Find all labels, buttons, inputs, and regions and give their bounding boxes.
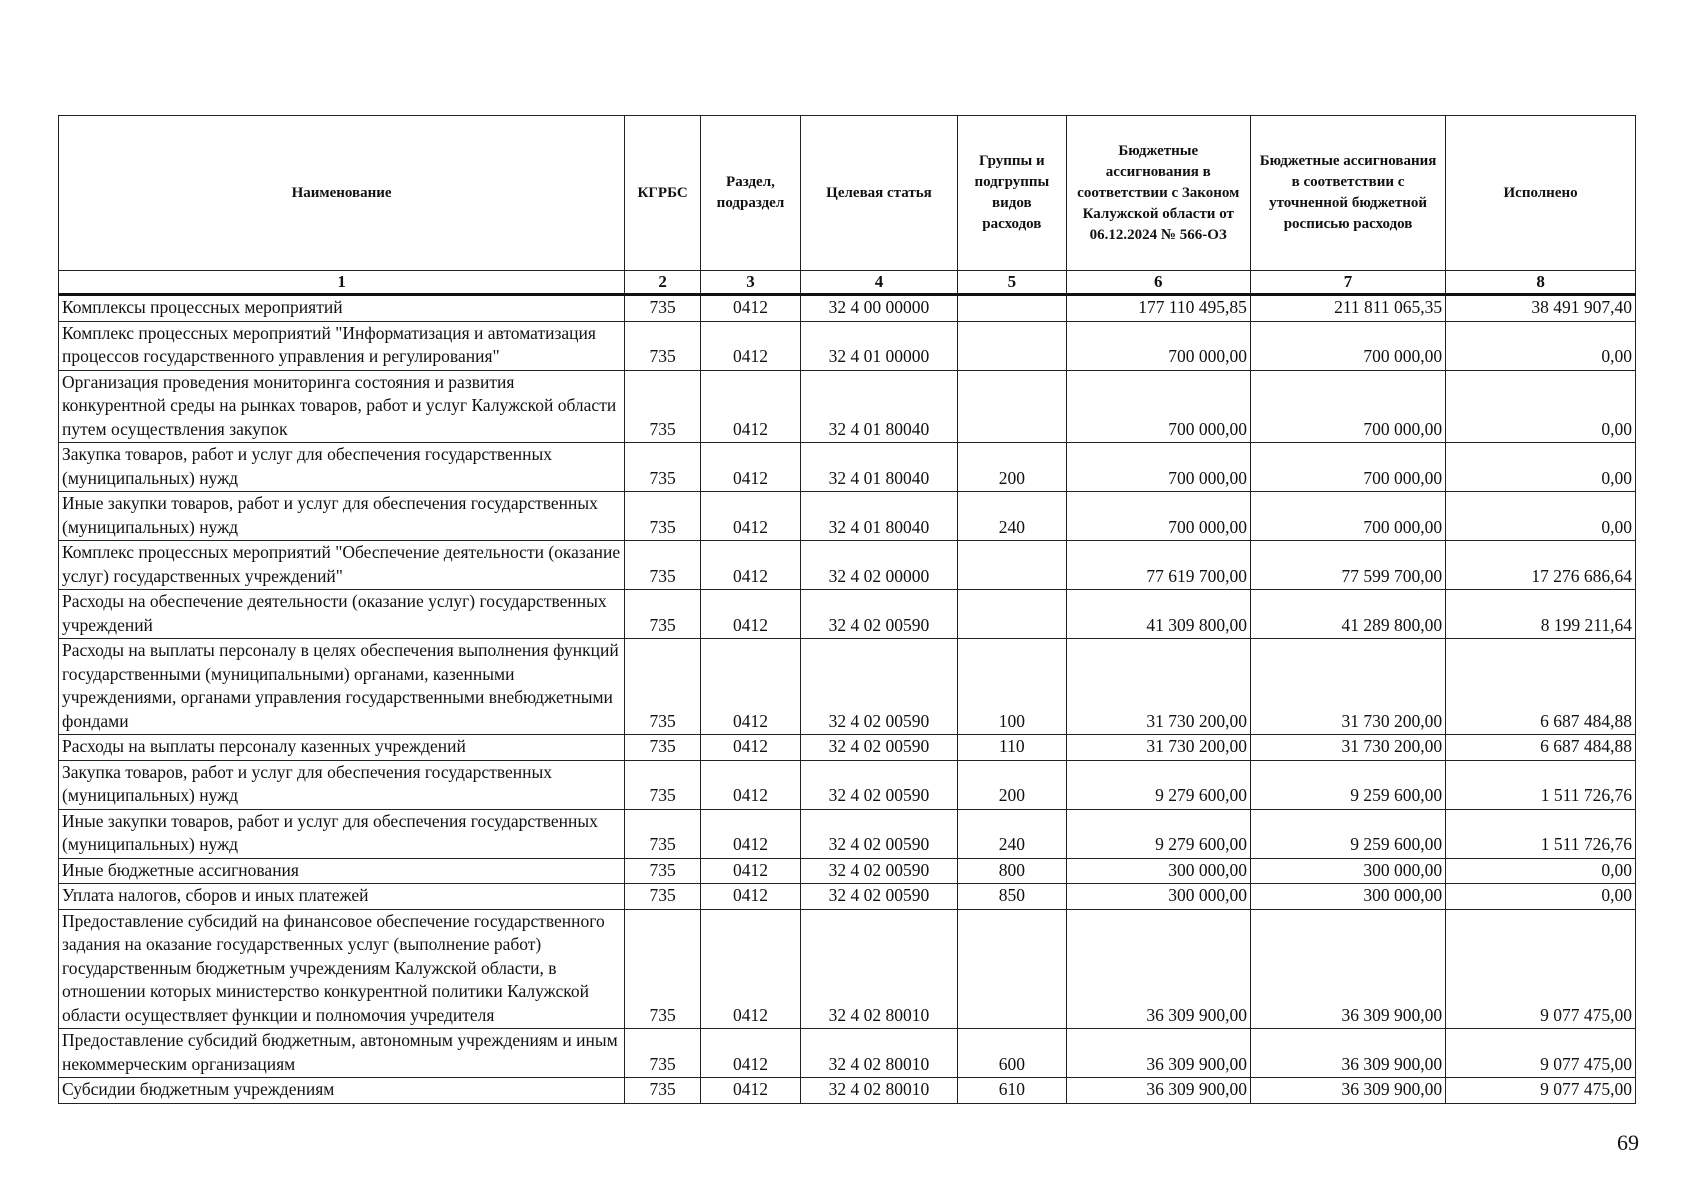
row-executed-amount-cell: 1 511 726,76 xyxy=(1446,809,1636,858)
row-section-cell: 0412 xyxy=(701,858,801,884)
row-name-cell: Иные бюджетные ассигнования xyxy=(59,858,625,884)
table-row xyxy=(59,370,1636,443)
row-target-cell: 32 4 02 00590 xyxy=(800,858,957,884)
row-name-cell: Комплекс процессных мероприятий "Информатизация и автоматизация процессов государственного управления и регулирования" xyxy=(59,321,625,370)
table-row xyxy=(59,735,1636,761)
row-section-cell: 0412 xyxy=(701,295,801,322)
row-target-cell: 32 4 02 80010 xyxy=(800,909,957,1029)
row-group-cell: 850 xyxy=(958,884,1066,910)
column-number: 6 xyxy=(1066,271,1250,295)
row-kgrbs-cell: 735 xyxy=(625,809,701,858)
row-group-cell: 200 xyxy=(958,760,1066,809)
row-kgrbs-cell: 735 xyxy=(625,590,701,639)
row-target-cell: 32 4 01 80040 xyxy=(800,492,957,541)
row-executed-amount-cell: 0,00 xyxy=(1446,884,1636,910)
row-group-cell xyxy=(958,295,1066,322)
row-executed-amount-cell: 0,00 xyxy=(1446,321,1636,370)
row-section-cell: 0412 xyxy=(701,909,801,1029)
table-row xyxy=(59,541,1636,590)
budget-table-container xyxy=(58,115,1636,1104)
row-executed-amount-cell: 38 491 907,40 xyxy=(1446,295,1636,322)
row-section-cell: 0412 xyxy=(701,590,801,639)
row-group-cell: 110 xyxy=(958,735,1066,761)
row-target-cell: 32 4 02 00590 xyxy=(800,760,957,809)
table-row xyxy=(59,858,1636,884)
row-name-cell: Расходы на выплаты персоналу в целях обеспечения выполнения функций государственными (муниципальными) органами, казенными учреждениями, органами управления государственными внебюджетными фондами xyxy=(59,639,625,735)
row-section-cell: 0412 xyxy=(701,884,801,910)
row-group-cell: 100 xyxy=(958,639,1066,735)
column-number: 4 xyxy=(800,271,957,295)
budget-table xyxy=(58,115,1636,1104)
row-name-cell: Закупка товаров, работ и услуг для обеспечения государственных (муниципальных) нужд xyxy=(59,760,625,809)
table-row xyxy=(59,809,1636,858)
row-refined-amount-cell: 300 000,00 xyxy=(1250,858,1445,884)
row-target-cell: 32 4 02 00590 xyxy=(800,735,957,761)
row-executed-amount-cell: 9 077 475,00 xyxy=(1446,1078,1636,1104)
row-target-cell: 32 4 02 80010 xyxy=(800,1078,957,1104)
header-kgrbs: КГРБС xyxy=(625,116,701,271)
row-section-cell: 0412 xyxy=(701,735,801,761)
row-law-amount-cell: 177 110 495,85 xyxy=(1066,295,1250,322)
row-group-cell xyxy=(958,321,1066,370)
row-executed-amount-cell: 17 276 686,64 xyxy=(1446,541,1636,590)
row-refined-amount-cell: 9 259 600,00 xyxy=(1250,809,1445,858)
row-group-cell: 240 xyxy=(958,492,1066,541)
row-kgrbs-cell: 735 xyxy=(625,639,701,735)
column-number: 7 xyxy=(1250,271,1445,295)
row-section-cell: 0412 xyxy=(701,443,801,492)
row-executed-amount-cell: 0,00 xyxy=(1446,858,1636,884)
row-target-cell: 32 4 00 00000 xyxy=(800,295,957,322)
table-row xyxy=(59,884,1636,910)
row-law-amount-cell: 300 000,00 xyxy=(1066,858,1250,884)
row-executed-amount-cell: 0,00 xyxy=(1446,370,1636,443)
row-law-amount-cell: 31 730 200,00 xyxy=(1066,735,1250,761)
header-executed: Исполнено xyxy=(1446,116,1636,271)
header-target: Целевая статья xyxy=(800,116,957,271)
row-kgrbs-cell: 735 xyxy=(625,321,701,370)
row-law-amount-cell: 700 000,00 xyxy=(1066,443,1250,492)
row-group-cell: 610 xyxy=(958,1078,1066,1104)
row-executed-amount-cell: 6 687 484,88 xyxy=(1446,639,1636,735)
row-law-amount-cell: 31 730 200,00 xyxy=(1066,639,1250,735)
row-law-amount-cell: 36 309 900,00 xyxy=(1066,1078,1250,1104)
column-number: 1 xyxy=(59,271,625,295)
row-law-amount-cell: 41 309 800,00 xyxy=(1066,590,1250,639)
row-section-cell: 0412 xyxy=(701,1029,801,1078)
row-refined-amount-cell: 700 000,00 xyxy=(1250,321,1445,370)
row-group-cell xyxy=(958,541,1066,590)
header-refined: Бюджетные ассигнования в соответствии с уточненной бюджетной росписью расходов xyxy=(1250,116,1445,271)
table-row xyxy=(59,1078,1636,1104)
row-target-cell: 32 4 02 00590 xyxy=(800,590,957,639)
table-row xyxy=(59,639,1636,735)
row-group-cell: 240 xyxy=(958,809,1066,858)
row-target-cell: 32 4 01 00000 xyxy=(800,321,957,370)
row-section-cell: 0412 xyxy=(701,370,801,443)
row-name-cell: Расходы на выплаты персоналу казенных учреждений xyxy=(59,735,625,761)
row-name-cell: Расходы на обеспечение деятельности (оказание услуг) государственных учреждений xyxy=(59,590,625,639)
row-kgrbs-cell: 735 xyxy=(625,760,701,809)
table-row xyxy=(59,492,1636,541)
row-executed-amount-cell: 6 687 484,88 xyxy=(1446,735,1636,761)
row-refined-amount-cell: 36 309 900,00 xyxy=(1250,909,1445,1029)
row-refined-amount-cell: 36 309 900,00 xyxy=(1250,1078,1445,1104)
row-law-amount-cell: 9 279 600,00 xyxy=(1066,809,1250,858)
header-section: Раздел, подраздел xyxy=(701,116,801,271)
row-executed-amount-cell: 9 077 475,00 xyxy=(1446,909,1636,1029)
row-name-cell: Предоставление субсидий на финансовое обеспечение государственного задания на оказание государственных услуг (выполнение работ) государственным бюджетным учреждениям Калужской области, в отношении которых министерство конкурентной политики Калужской области осуществляет функции и полномочия учредителя xyxy=(59,909,625,1029)
row-target-cell: 32 4 02 00000 xyxy=(800,541,957,590)
row-section-cell: 0412 xyxy=(701,541,801,590)
row-group-cell: 800 xyxy=(958,858,1066,884)
row-target-cell: 32 4 01 80040 xyxy=(800,370,957,443)
row-refined-amount-cell: 700 000,00 xyxy=(1250,492,1445,541)
row-kgrbs-cell: 735 xyxy=(625,884,701,910)
table-row xyxy=(59,321,1636,370)
row-refined-amount-cell: 300 000,00 xyxy=(1250,884,1445,910)
row-refined-amount-cell: 31 730 200,00 xyxy=(1250,735,1445,761)
row-refined-amount-cell: 31 730 200,00 xyxy=(1250,639,1445,735)
column-number: 5 xyxy=(958,271,1066,295)
row-group-cell xyxy=(958,590,1066,639)
page-number: 69 xyxy=(1617,1130,1639,1155)
row-kgrbs-cell: 735 xyxy=(625,1029,701,1078)
row-law-amount-cell: 300 000,00 xyxy=(1066,884,1250,910)
row-kgrbs-cell: 735 xyxy=(625,295,701,322)
row-kgrbs-cell: 735 xyxy=(625,1078,701,1104)
row-section-cell: 0412 xyxy=(701,1078,801,1104)
row-refined-amount-cell: 9 259 600,00 xyxy=(1250,760,1445,809)
row-refined-amount-cell: 77 599 700,00 xyxy=(1250,541,1445,590)
row-group-cell: 600 xyxy=(958,1029,1066,1078)
row-law-amount-cell: 700 000,00 xyxy=(1066,321,1250,370)
row-executed-amount-cell: 0,00 xyxy=(1446,443,1636,492)
table-row xyxy=(59,443,1636,492)
row-law-amount-cell: 700 000,00 xyxy=(1066,492,1250,541)
column-number-row xyxy=(59,271,1636,295)
row-name-cell: Предоставление субсидий бюджетным, автономным учреждениям и иным некоммерческим организациям xyxy=(59,1029,625,1078)
column-number: 3 xyxy=(701,271,801,295)
column-number: 8 xyxy=(1446,271,1636,295)
row-executed-amount-cell: 9 077 475,00 xyxy=(1446,1029,1636,1078)
header-groups: Группы и подгруппы видов расходов xyxy=(958,116,1066,271)
row-name-cell: Субсидии бюджетным учреждениям xyxy=(59,1078,625,1104)
row-target-cell: 32 4 01 80040 xyxy=(800,443,957,492)
row-kgrbs-cell: 735 xyxy=(625,909,701,1029)
table-row xyxy=(59,590,1636,639)
row-kgrbs-cell: 735 xyxy=(625,370,701,443)
row-name-cell: Уплата налогов, сборов и иных платежей xyxy=(59,884,625,910)
column-number: 2 xyxy=(625,271,701,295)
row-target-cell: 32 4 02 80010 xyxy=(800,1029,957,1078)
row-kgrbs-cell: 735 xyxy=(625,858,701,884)
row-name-cell: Организация проведения мониторинга состояния и развития конкурентной среды на рынках товаров, работ и услуг Калужской области путем осуществления закупок xyxy=(59,370,625,443)
row-name-cell: Закупка товаров, работ и услуг для обеспечения государственных (муниципальных) нужд xyxy=(59,443,625,492)
row-name-cell: Комплекс процессных мероприятий "Обеспечение деятельности (оказание услуг) государственных учреждений" xyxy=(59,541,625,590)
row-target-cell: 32 4 02 00590 xyxy=(800,639,957,735)
table-row xyxy=(59,1029,1636,1078)
header-row xyxy=(59,116,1636,271)
table-body xyxy=(59,295,1636,1104)
row-group-cell xyxy=(958,370,1066,443)
row-kgrbs-cell: 735 xyxy=(625,735,701,761)
row-section-cell: 0412 xyxy=(701,492,801,541)
table-row xyxy=(59,909,1636,1029)
row-kgrbs-cell: 735 xyxy=(625,541,701,590)
row-name-cell: Комплексы процессных мероприятий xyxy=(59,295,625,322)
row-law-amount-cell: 9 279 600,00 xyxy=(1066,760,1250,809)
row-law-amount-cell: 700 000,00 xyxy=(1066,370,1250,443)
row-refined-amount-cell: 36 309 900,00 xyxy=(1250,1029,1445,1078)
row-refined-amount-cell: 211 811 065,35 xyxy=(1250,295,1445,322)
row-group-cell xyxy=(958,909,1066,1029)
row-executed-amount-cell: 8 199 211,64 xyxy=(1446,590,1636,639)
row-name-cell: Иные закупки товаров, работ и услуг для обеспечения государственных (муниципальных) нужд xyxy=(59,809,625,858)
header-law: Бюджетные ассигнования в соответствии с Законом Калужской области от 06.12.2024 № 566-ОЗ xyxy=(1066,116,1250,271)
row-law-amount-cell: 36 309 900,00 xyxy=(1066,1029,1250,1078)
row-target-cell: 32 4 02 00590 xyxy=(800,809,957,858)
row-section-cell: 0412 xyxy=(701,809,801,858)
row-section-cell: 0412 xyxy=(701,321,801,370)
row-refined-amount-cell: 700 000,00 xyxy=(1250,443,1445,492)
row-refined-amount-cell: 700 000,00 xyxy=(1250,370,1445,443)
header-name: Наименование xyxy=(59,116,625,271)
row-executed-amount-cell: 1 511 726,76 xyxy=(1446,760,1636,809)
row-executed-amount-cell: 0,00 xyxy=(1446,492,1636,541)
row-law-amount-cell: 36 309 900,00 xyxy=(1066,909,1250,1029)
row-section-cell: 0412 xyxy=(701,639,801,735)
row-kgrbs-cell: 735 xyxy=(625,492,701,541)
row-refined-amount-cell: 41 289 800,00 xyxy=(1250,590,1445,639)
row-law-amount-cell: 77 619 700,00 xyxy=(1066,541,1250,590)
row-section-cell: 0412 xyxy=(701,760,801,809)
table-row xyxy=(59,295,1636,322)
table-row xyxy=(59,760,1636,809)
row-kgrbs-cell: 735 xyxy=(625,443,701,492)
row-group-cell: 200 xyxy=(958,443,1066,492)
row-name-cell: Иные закупки товаров, работ и услуг для обеспечения государственных (муниципальных) нужд xyxy=(59,492,625,541)
row-target-cell: 32 4 02 00590 xyxy=(800,884,957,910)
